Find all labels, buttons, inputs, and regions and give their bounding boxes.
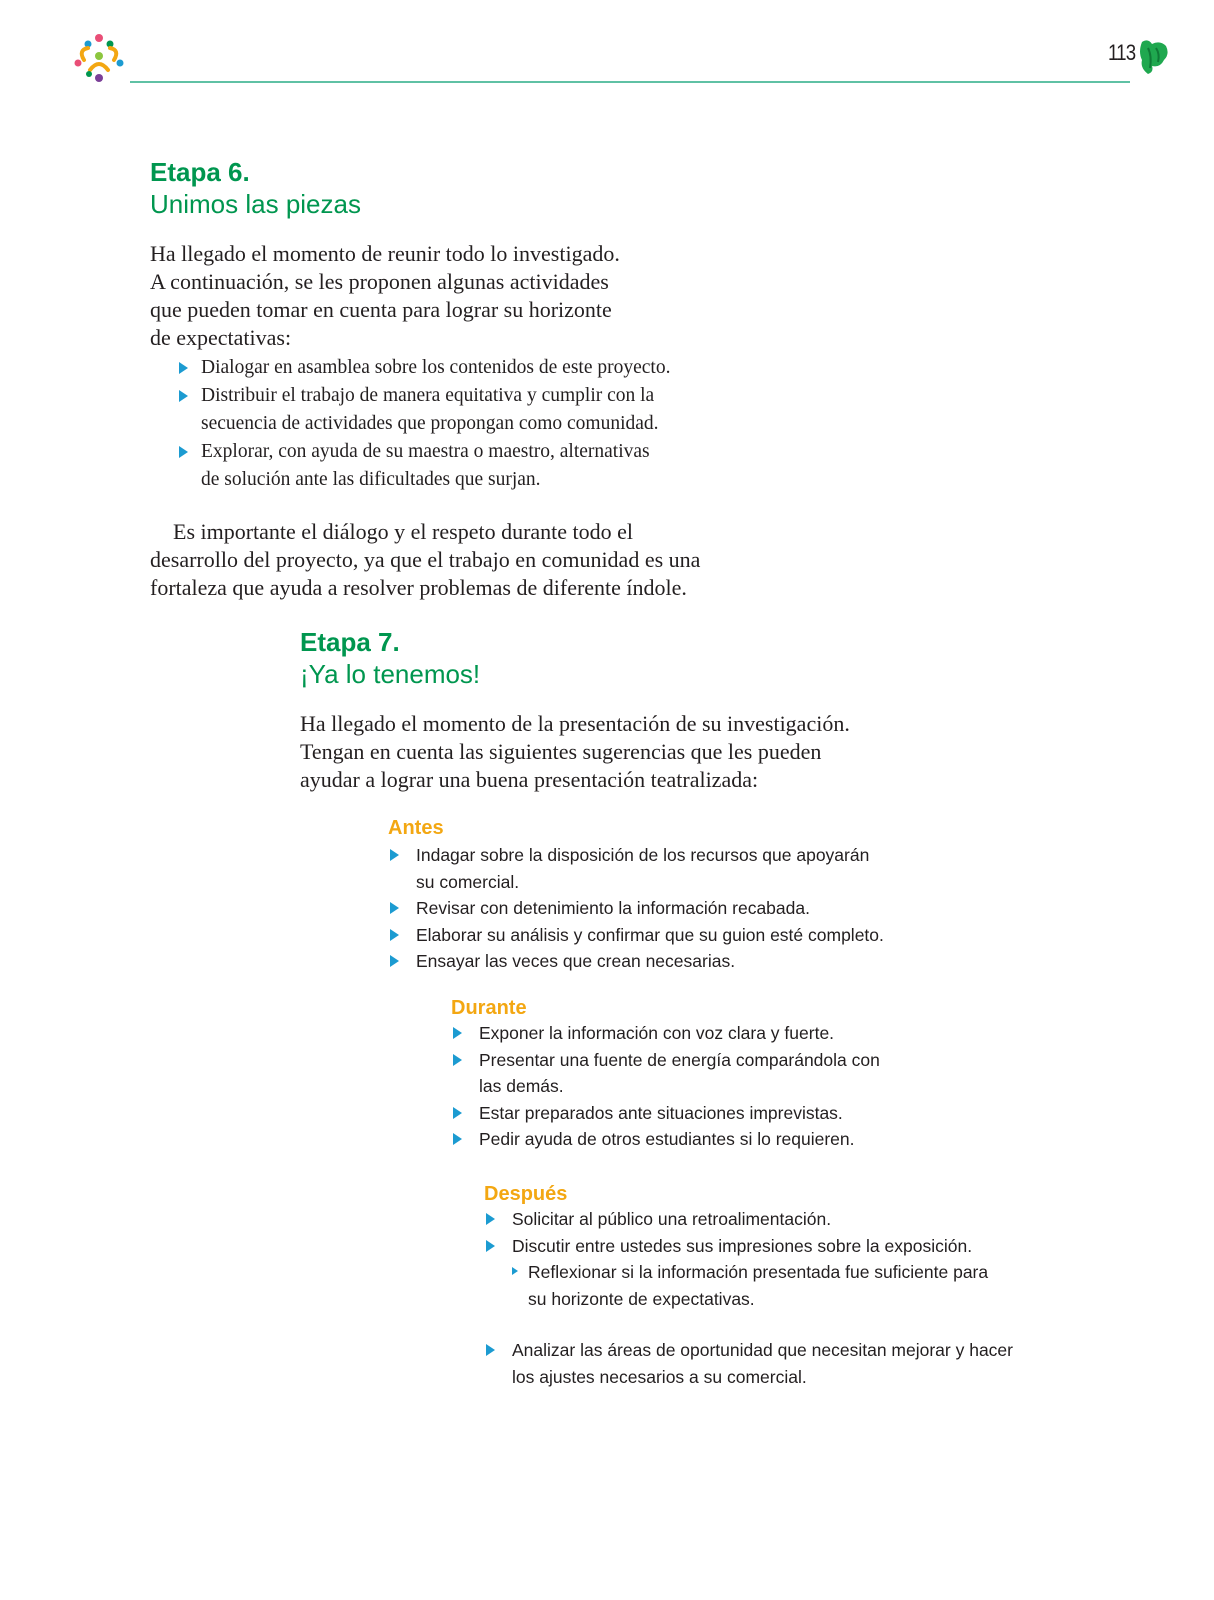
bullet-arrow-icon: [453, 1054, 462, 1066]
bullet-arrow-icon: [486, 1213, 495, 1225]
list-item-text: su comercial.: [416, 871, 520, 892]
stage6-intro: [150, 240, 620, 352]
bullet-arrow-icon: [390, 929, 399, 941]
list-item: [484, 1233, 988, 1260]
stage7-intro: [300, 710, 850, 794]
stage6-closing: [150, 518, 700, 602]
despues-final-list: [484, 1337, 1013, 1390]
list-item-text: Presentar una fuente de energía comparándola con: [479, 1049, 880, 1070]
despues-list: [484, 1206, 988, 1312]
stage7-intro-line: ayudar a lograr una buena presentación teatralizada:: [300, 767, 759, 792]
header-rule: [130, 81, 1130, 83]
list-item: [484, 1337, 1013, 1390]
stage7-intro-line: Ha llegado el momento de la presentación de su investigación.: [300, 711, 850, 736]
green-leaf-icon: [1136, 38, 1170, 76]
list-item-text: Exponer la información con voz clara y fuerte.: [479, 1023, 835, 1043]
bullet-arrow-icon: [453, 1107, 462, 1119]
bullet-arrow-icon: [486, 1344, 495, 1356]
bullet-arrow-icon: [179, 390, 188, 402]
list-item: [451, 1100, 880, 1127]
list-item-text: secuencia de actividades que propongan como comunidad.: [201, 413, 659, 434]
stage6-number: Etapa 6.: [150, 157, 250, 187]
list-item-text: Explorar, con ayuda de su maestra o maestro, alternativas: [201, 441, 650, 462]
antes-list: [388, 842, 884, 975]
antes-heading: Antes: [388, 817, 444, 839]
small-bullet-arrow-icon: [512, 1267, 518, 1275]
list-item-text: los ajustes necesarios a su comercial.: [512, 1366, 807, 1387]
bullet-arrow-icon: [453, 1027, 462, 1039]
stage7-title: ¡Ya lo tenemos!: [300, 659, 481, 689]
bullet-arrow-icon: [179, 362, 188, 374]
stage6-intro-line: A continuación, se les proponen algunas actividades: [150, 269, 609, 294]
stage6-closing-line: Es importante el diálogo y el respeto durante todo el: [173, 519, 634, 544]
bullet-arrow-icon: [390, 955, 399, 967]
stage6-title: Unimos las piezas: [150, 189, 361, 219]
stage6-bullet-list: [177, 354, 670, 494]
list-item-text: Solicitar al público una retroalimentación.: [512, 1209, 832, 1229]
list-item-text: Reflexionar si la información presentada fue suficiente para: [528, 1262, 989, 1282]
list-item: [177, 438, 670, 494]
list-item-text: Ensayar las veces que crean necesarias.: [416, 951, 736, 971]
stage7-intro-line: Tengan en cuenta las siguientes sugerencias que les pueden: [300, 739, 822, 764]
list-item-text: Dialogar en asamblea sobre los contenidos de este proyecto.: [201, 357, 671, 378]
list-item-text: las demás.: [479, 1076, 564, 1096]
list-item: [484, 1206, 988, 1233]
bullet-arrow-icon: [390, 849, 399, 861]
list-item-text: Discutir entre ustedes sus impresiones sobre la exposición.: [512, 1235, 973, 1256]
list-item-text: su horizonte de expectativas.: [528, 1288, 755, 1309]
stage6-heading: [150, 156, 361, 220]
stage6-closing-line: desarrollo del proyecto, ya que el trabajo en comunidad es una: [150, 547, 701, 572]
bullet-arrow-icon: [486, 1240, 495, 1252]
stage7-heading: [300, 626, 480, 690]
list-item-text: Analizar las áreas de oportunidad que necesitan mejorar y hacer: [512, 1340, 1013, 1360]
page-number: 113: [1108, 40, 1136, 65]
list-item: [388, 922, 884, 949]
list-item-text: Revisar con detenimiento la información recabada.: [416, 898, 810, 918]
durante-heading: Durante: [451, 997, 527, 1019]
list-item: [451, 1047, 880, 1100]
list-item: [177, 382, 670, 438]
stage6-intro-line: Ha llegado el momento de reunir todo lo investigado.: [150, 241, 620, 266]
despues-heading: Después: [484, 1183, 568, 1205]
stage6-intro-line: que pueden tomar en cuenta para lograr su horizonte: [150, 297, 612, 322]
bullet-arrow-icon: [390, 902, 399, 914]
list-item: [451, 1020, 880, 1047]
list-item-text: Elaborar su análisis y confirmar que su guion esté completo.: [416, 924, 884, 945]
list-item-text: Estar preparados ante situaciones imprevistas.: [479, 1102, 843, 1123]
list-item-text: Distribuir el trabajo de manera equitativa y cumplir con la: [201, 385, 655, 406]
stage6-closing-line: fortaleza que ayuda a resolver problemas de diferente índole.: [150, 575, 687, 600]
durante-list: [451, 1020, 880, 1153]
community-dots-logo-icon: [70, 30, 128, 88]
list-item-text: Pedir ayuda de otros estudiantes si lo requieren.: [479, 1129, 855, 1149]
stage7-number: Etapa 7.: [300, 627, 400, 657]
list-item-text: Indagar sobre la disposición de los recursos que apoyarán: [416, 845, 870, 865]
bullet-arrow-icon: [179, 446, 188, 458]
nested-list-item: [484, 1259, 988, 1312]
list-item: [388, 948, 884, 975]
list-item: [388, 895, 884, 922]
list-item-text: de solución ante las dificultades que surjan.: [201, 469, 541, 490]
stage6-intro-line: de expectativas:: [150, 325, 292, 350]
list-item: [451, 1126, 880, 1153]
bullet-arrow-icon: [453, 1133, 462, 1145]
list-item: [388, 842, 884, 895]
list-item: [177, 354, 670, 382]
